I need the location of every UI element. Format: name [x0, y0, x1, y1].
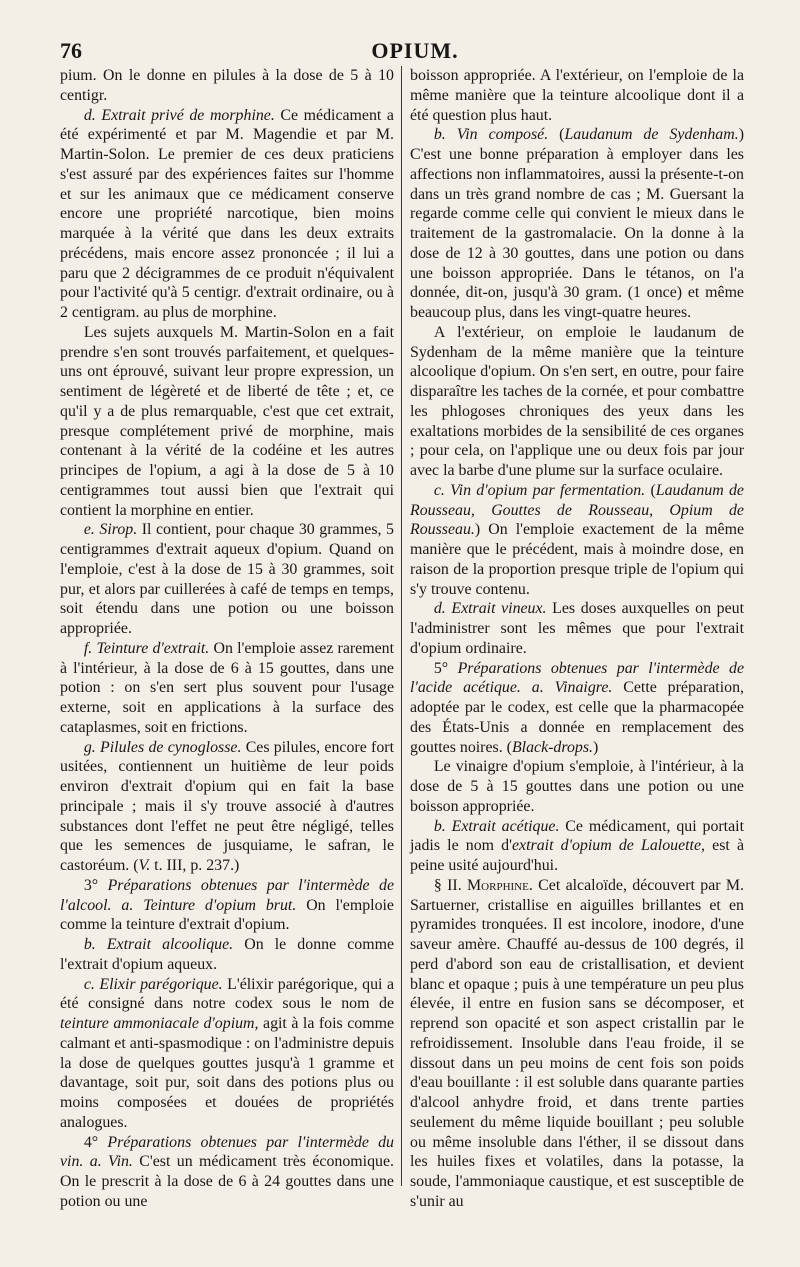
text-run: Préparations obtenues par l'intermède de l'acide acétique. a. Vinaigre.	[410, 659, 744, 697]
text-run: f. Teinture d'extrait.	[83, 639, 210, 657]
text-run: d. Extrait privé de morphine.	[83, 106, 275, 124]
text-run: On le donne comme l'extrait d'opium aqueux.	[60, 936, 394, 973]
paragraph	[60, 876, 394, 935]
text-run: Préparations obtenues par l'intermède du vin. a. Vin.	[60, 1133, 394, 1171]
paragraph	[410, 659, 744, 758]
paragraph	[60, 66, 394, 106]
text-run: b. Vin composé.	[433, 126, 549, 144]
paragraph	[410, 323, 744, 481]
text-run: (	[645, 481, 656, 499]
column-divider	[401, 66, 402, 1186]
text-run: Il contient, pour chaque 30 grammes, 5 centigrammes d'extrait aqueux d'opium. Quand on l'emploie, c'est à la dose de 15 à 30 grammes, soit pur, et alors par cuillerées à café de temps en temps, soit étendu dans une potion ou une boisson appropriée.	[60, 521, 394, 637]
paragraph	[60, 639, 394, 738]
paragraph	[410, 599, 744, 658]
text-run: c. Vin d'opium par fermentation.	[433, 481, 646, 499]
paragraph	[410, 66, 744, 125]
page-header	[60, 38, 770, 68]
text-run: Laudanum de Rousseau, Gouttes de Rousseau, Opium de Rousseau.	[410, 481, 744, 539]
text-run: extrait d'opium de Lalouette,	[512, 837, 705, 855]
text-run: On l'emploie assez rarement à l'intérieur, à la dose de 6 à 15 gouttes, dans une potion : on s'en sert plus souvent pour l'usage externe, soit en applications à la surface des cataplasmes, soit en frictions.	[60, 639, 394, 736]
text-run: pium. On le donne en pilules à la dose de 5 à 10 centigr.	[60, 67, 394, 104]
paragraph	[410, 817, 744, 876]
text-run: C'est un médicament très économique. On le prescrit à la dose de 6 à 24 gouttes dans une potion ou une	[60, 1153, 394, 1210]
text-run: g. Pilules de cynoglosse.	[83, 738, 242, 756]
text-run: ) C'est une bonne préparation à employer dans les affections non inflammatoires, aussi la présente-t-on dans un très grand nombre de cas ; M. Guersant la regarde comme celle qui convient le mieux dans le traitement de la gastromalacie. On la donne à la dose de 12 à 30 gouttes, dans une potion ou dans une boisson appropriée. Dans le tétanos, on l'a donnée, dit-on, jusqu'à 30 gram. (1 once) et même beaucoup plus, dans les vingt-quatre heures.	[410, 126, 744, 321]
paragraph	[60, 975, 394, 1133]
right-text-column	[410, 66, 744, 1212]
text-run: 4°	[83, 1133, 108, 1151]
text-run: ) On l'emploie exactement de la même manière que le précédent, mais à moindre dose, en raison de la proportion presque triple de l'opium qui s'y trouve contenu.	[410, 521, 744, 598]
text-run: A l'extérieur, on emploie le laudanum de Sydenham de la même manière que la teinture alcoolique d'opium. On s'en sert, en outre, pour faire disparaître les taches de la cornée, et pour combattre les phlogoses chroniques des yeux dans les exaltations morbides de la sensibilité de ces organes ; pour cela, on l'applique une ou deux fois par jour avec la barbe d'une plume sur la surface oculaire.	[410, 323, 744, 479]
text-run: On l'emploie comme la teinture d'extrait d'opium.	[60, 896, 394, 934]
text-run: Ce médicament a été expérimenté et par M. Magendie et par M. Martin-Solon. Le premier de ces deux praticiens s'est assuré par des expériences faites sur l'homme et sur les animaux que ce médicament conserve encore une propriété narcotique, bien moins marquée à la vérité que dans les deux extraits précédens, mais encore assez prononcée ; il lui a paru que 2 décigrammes de ce produit n'équivalent pour l'activité qu'à 5 centigr. d'extrait ordinaire, ou à 2 centigram. au plus de morphine.	[60, 106, 394, 321]
text-run: b. Extrait acétique.	[433, 817, 560, 835]
paragraph	[410, 757, 744, 816]
text-run: Le vinaigre d'opium s'emploie, à l'intérieur, à la dose de 5 à 15 gouttes dans une potion ou une boisson appropriée.	[410, 758, 744, 815]
text-run: t. III, p. 237.)	[150, 857, 240, 874]
text-run: d. Extrait vineux.	[433, 600, 547, 618]
paragraph	[410, 876, 744, 1212]
text-run: Ces pilules, encore fort usitées, contiennent un huitième de leur poids environ d'extrait d'opium qui en fait la base principale ; mais il s'y trouve associé à d'autres substances dont l'effet ne peut être négligé, telles que les semences de jusquiame, le safran, le castoréum. (	[60, 738, 394, 874]
text-run: (	[548, 126, 565, 144]
text-run: b. Extrait alcoolique.	[83, 936, 234, 953]
text-run: Black-drops.	[511, 738, 594, 756]
paragraph	[60, 935, 394, 975]
left-text-column	[60, 66, 394, 1212]
text-run: Préparations obtenues par l'intermède de l'alcool. a. Teinture d'opium brut.	[60, 876, 394, 914]
text-run: )	[593, 738, 599, 756]
text-run: agit à la fois comme calmant et anti-spasmodique : on l'administre depuis la dose de quelques gouttes jusqu'à 1 gramme et davantage, soit pur, soit dans des potions plus ou moins composées et douées de propriétés analogues.	[60, 1015, 394, 1131]
paragraph	[410, 481, 744, 600]
text-run: boisson appropriée. A l'extérieur, on l'emploie de la même manière que la teinture alcoolique dont il a été question plus haut.	[410, 67, 744, 124]
running-title: OPIUM.	[371, 38, 459, 63]
paragraph	[410, 125, 744, 323]
text-run: Les doses auxquelles on peut l'administrer sont les mêmes que pour l'extrait d'opium ordinaire.	[410, 600, 745, 657]
text-run: Ce médicament, qui portait jadis le nom d'	[410, 817, 744, 855]
text-run: V.	[138, 857, 151, 874]
text-run: § II.	[433, 876, 468, 894]
text-run: Morphine.	[467, 876, 533, 894]
text-run: Laudanum de Sydenham.	[564, 126, 739, 144]
paragraph	[60, 738, 394, 876]
paragraph	[60, 1133, 394, 1212]
text-run: c. Elixir parégorique.	[83, 975, 223, 993]
text-run: Cette préparation, adoptée par le codex, est celle que la pharmacopée des États-Unis a donnée en remplacement des gouttes noires. (	[410, 679, 745, 756]
page-number: 76	[60, 38, 82, 63]
paragraph	[60, 323, 394, 521]
text-run: est à peine usité aujourd'hui.	[410, 837, 745, 874]
text-run: L'élixir parégorique, qui a été consigné dans notre codex sous le nom de	[60, 975, 394, 1013]
text-run: teinture ammoniacale d'opium,	[60, 1015, 259, 1032]
text-run: 5°	[433, 659, 458, 677]
paragraph	[60, 520, 394, 639]
text-run: 3°	[83, 876, 108, 894]
text-run: e. Sirop.	[83, 521, 138, 539]
text-run: Les sujets auxquels M. Martin-Solon en a fait prendre s'en sont trouvés parfaitement, et quelques-uns ont éprouvé, suivant leur propre expression, un sentiment de légèreté et de liberté de tête ; et, ce qu'il y a de plus remarquable, c'est que cet extrait, presque complétement privé de morphine, mais contenant à la vérité de la codéine et les autres principes de l'opium, a agi à la dose de 5 à 10 centigrammes tout aussi bien que l'extrait qui contient la morphine en entier.	[60, 323, 394, 519]
paragraph	[60, 106, 394, 323]
text-run: Cet alcaloïde, découvert par M. Sartuerner, cristallise en aiguilles brillantes et en pyramides tronquées. Il est incolore, inodore, d'une saveur amère. Chauffé au-dessus de 100 degrés, il perd d'abord son eau de cristallisation, et devient blanc et opaque ; puis à une température un peu plus élevée, il entre en fusion sans se décomposer, et reprend son opacité et son aspect cristallin par le refroidissement. Insoluble dans l'eau froide, il se dissout dans un peu moins de cent fois son poids d'eau bouillante : il est soluble dans quarante parties d'alcool anhydre froid, et dans trente parties seulement du même liquide bouillant ; peu soluble ou même insoluble dans l'éther, il se dissout dans les huiles fixes et volatiles, dans la potasse, la soude, l'ammoniaque caustique, et est susceptible de s'unir au	[410, 876, 744, 1210]
